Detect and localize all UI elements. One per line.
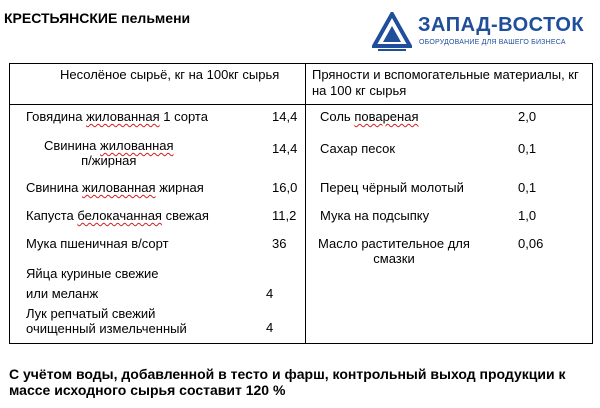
left-column-header: Несолёное сырьё, кг на 100кг сырья bbox=[60, 67, 280, 82]
logo-mark-icon bbox=[372, 12, 412, 52]
spellcheck-marked-word: белокачанная bbox=[77, 208, 162, 223]
logo-tagline: ОБОРУДОВАНИЕ ДЛЯ ВАШЕГО БИЗНЕСА bbox=[419, 39, 566, 46]
ingredient-amount: 4 bbox=[266, 286, 274, 301]
ingredient-amount: 14,4 bbox=[272, 109, 298, 124]
document-title: КРЕСТЬЯНСКИЕ пельмени bbox=[4, 10, 191, 26]
ingredient-name: Лук репчатый свежий очищенный измельченный bbox=[26, 306, 187, 336]
material-name: Сахар песок bbox=[320, 141, 396, 156]
material-amount: 0,1 bbox=[518, 180, 537, 195]
ingredient-amount: 16,0 bbox=[272, 180, 298, 195]
ingredient-amount: 11,2 bbox=[272, 208, 297, 223]
ingredient-name: Мука пшеничная в/сорт bbox=[26, 236, 169, 251]
recipe-table bbox=[9, 63, 593, 344]
material-name: Масло растительное для смазки bbox=[318, 236, 470, 266]
material-amount: 0,06 bbox=[518, 236, 544, 251]
ingredient-name: Свинина жилованная жирная bbox=[26, 180, 204, 195]
material-name: Соль повареная bbox=[320, 109, 419, 124]
spellcheck-marked-word: повареная bbox=[354, 109, 419, 124]
spellcheck-marked-word: жилованная bbox=[82, 180, 156, 195]
ingredient-amount: 14,4 bbox=[272, 141, 298, 156]
logo-name: ЗАПАД-ВОСТОК bbox=[418, 14, 585, 36]
ingredient-name: Говядина жилованная 1 сорта bbox=[26, 109, 208, 124]
yield-note: С учётом воды, добавленной в тесто и фарш, контрольный выход продукции к массе исходного сырья составит 120 % bbox=[9, 366, 566, 398]
ingredient-amount: 4 bbox=[266, 320, 274, 335]
company-logo bbox=[372, 12, 594, 60]
column-divider bbox=[305, 64, 306, 343]
ingredient-amount: 36 bbox=[272, 236, 287, 251]
ingredient-name: Свинина жилованная п/жирная bbox=[44, 138, 174, 168]
material-amount: 0,1 bbox=[518, 141, 537, 156]
spellcheck-marked-word: жилованная bbox=[86, 109, 160, 124]
right-column-header: Пряности и вспомогательные материалы, кг на 100 кг сырья bbox=[312, 67, 579, 98]
material-amount: 2,0 bbox=[518, 109, 537, 124]
spellcheck-marked-word: жилованная bbox=[100, 138, 174, 153]
material-name: Мука на подсыпку bbox=[320, 208, 430, 223]
ingredient-name-line2: или меланж bbox=[26, 286, 99, 301]
ingredient-name: Капуста белокачанная свежая bbox=[26, 208, 209, 223]
ingredient-name: Яйца куриные свежие bbox=[26, 266, 159, 281]
header-divider bbox=[10, 104, 592, 105]
material-amount: 1,0 bbox=[518, 208, 537, 223]
material-name: Перец чёрный молотый bbox=[320, 180, 464, 195]
